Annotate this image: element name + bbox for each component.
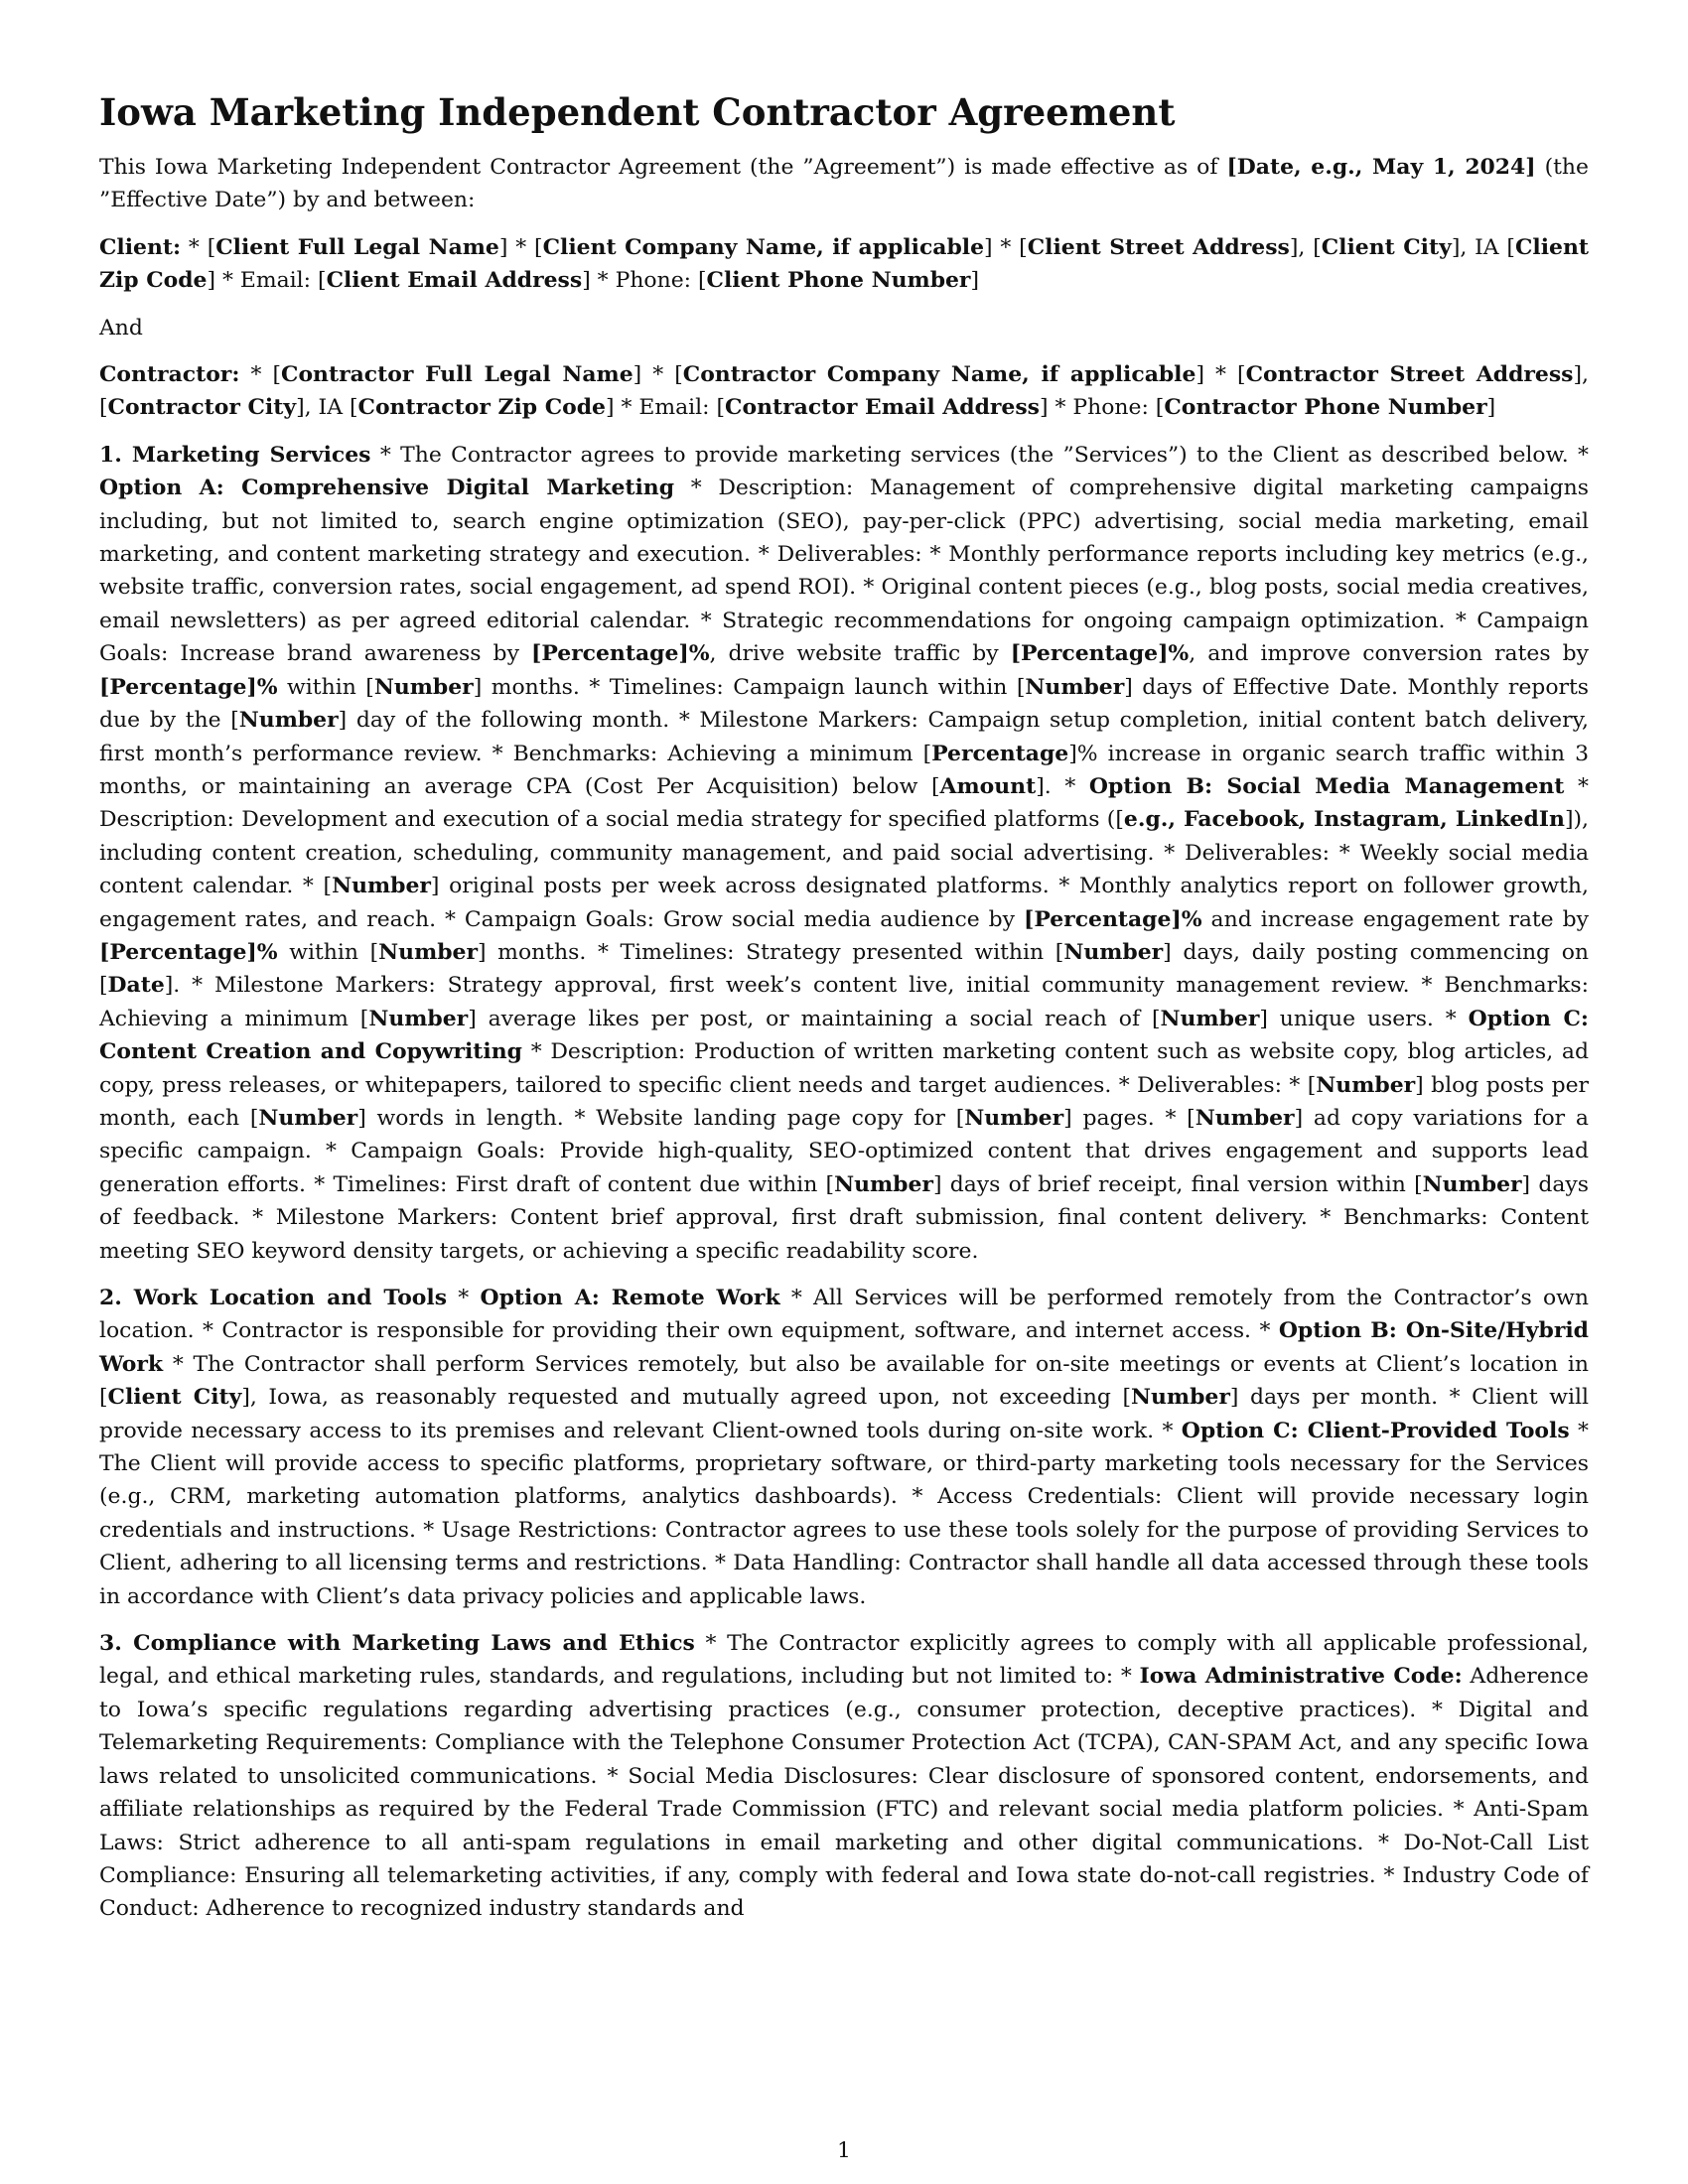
text-run: ] pages. * [ [1063, 1105, 1196, 1131]
bold-run: Number [834, 1170, 933, 1197]
bold-run: [Percentage]% [99, 673, 278, 700]
document-page [99, 87, 1589, 1940]
text-run: * [447, 1286, 481, 1310]
bold-run: Number [258, 1104, 358, 1131]
document-title: Iowa Marketing Independent Contractor Agreement [99, 90, 1176, 134]
text-run: * The Contractor agrees to provide marketing services (the ”Services”) to the Client as described below. * [370, 442, 1589, 468]
bold-run: Number [332, 873, 431, 899]
bold-run: Number [964, 1104, 1064, 1131]
text-run: * The Contractor shall perform Services remotely, but also be available for on-site meetings or events at Client’s location in [ [99, 1351, 1589, 1411]
bold-run: Percentage [931, 740, 1069, 766]
text-run: ] day of the following month. * Milestone Markers: Campaign setup completion, initial content batch delivery, first month’s performance review. * Benchmarks: Achieving a minimum [ [99, 708, 1589, 766]
client-block [99, 231, 1589, 298]
bold-run: Number [368, 1005, 469, 1031]
bold-run: Client Email Address [326, 267, 583, 294]
bold-run: Number [238, 707, 339, 734]
text-run: within [ [277, 674, 374, 700]
bold-run: Contractor City [107, 394, 297, 421]
bold-run: Number [1316, 1071, 1416, 1098]
text-run: And [99, 315, 143, 341]
contractor-block [99, 358, 1589, 425]
text-run: ], [ [99, 362, 1589, 421]
bold-run: Option B: On-Site/Hybrid Work [99, 1317, 1589, 1377]
text-run: ] days of brief receipt, final version within [ [932, 1171, 1423, 1197]
text-run: ] * Phone: [ [582, 268, 707, 294]
document-body [99, 151, 1589, 1926]
text-run: ] * Email: [ [605, 395, 726, 421]
text-run: ] days, daily posting commencing on [ [99, 939, 1589, 999]
bold-run: Client Zip Code [99, 233, 1589, 294]
bold-run: [Percentage]% [1010, 640, 1190, 667]
text-run: * Description: Management of comprehensive digital marketing campaigns including, but not limited to, search engine optimization (SEO), pay-per-click (PPC) advertising, social media marketing, email marketing, and content marketing strategy and execution. * Deliverables: * Monthly performance reports including key metrics (e.g., website traffic, conversion rates, social engagement, ad spend ROI). * Original content pieces (e.g., blog posts, social media creatives, email newsletters) as per agreed editorial calendar. * Strategic recommendations for ongoing campaign optimization. * Campaign Goals: Increase brand awareness by [99, 476, 1589, 667]
text-run: ] * [ [633, 362, 683, 388]
text-run: ]), including content creation, scheduling, community management, and paid social advertising. * Deliverables: * Weekly social media content calendar. * [ [99, 807, 1589, 899]
text-run: ] ad copy variations for a specific campaign. * Campaign Goals: Provide high-quality, SEO-optimized content that drives engagement and supports lead generation efforts. * Timelines: First draft of content due within [ [99, 1105, 1589, 1197]
text-run: ] original posts per week across designated platforms. * Monthly analytics report on follower growth, engagement rates, and reach. * Campaign Goals: Grow social media audience by [99, 874, 1589, 932]
section-1-marketing-services [99, 439, 1589, 1268]
text-run: ] days of feedback. * Milestone Markers: Content brief approval, first draft submission, final content delivery. * Benchmarks: Content meeting SEO keyword density targets, or achieving a specific readability score. [99, 1171, 1589, 1264]
text-run: * The Client will provide access to specific platforms, proprietary software, or third-party marketing tools necessary for the Services (e.g., CRM, marketing automation platforms, analytics dashboards). * Access Credentials: Client will provide necessary login credentials and instructions. * Usage Restrictions: Contractor agrees to use these tools solely for the purpose of providing Services to Client, adhering to all licensing terms and restrictions. * Data Handling: Contractor shall handle all data accessed through these tools in accordance with Client’s data privacy policies and applicable laws. [99, 1418, 1589, 1609]
text-run: ] unique users. * [1259, 1006, 1469, 1031]
text-run: ] days of Effective Date. Monthly reports due by the [ [99, 674, 1589, 734]
bold-run: Amount [939, 772, 1037, 799]
section-2-work-location [99, 1282, 1589, 1613]
bold-run: Number [1063, 938, 1164, 965]
text-run: * The Contractor explicitly agrees to comply with all applicable professional, legal, and ethical marketing rules, standards, and regulations, including but not limited to: * [99, 1631, 1589, 1690]
text-run: * [ [181, 234, 216, 260]
text-run: ] * [ [1196, 362, 1246, 388]
text-run: * Description: Production of written marketing content such as website copy, blog articles, ad copy, press releases, or whitepapers, tailored to specific client needs and target audiences. * Deliverables: * [ [99, 1039, 1589, 1098]
bold-run: 2. Work Location and Tools [99, 1285, 448, 1310]
and-separator [99, 312, 1589, 344]
bold-run: Contractor Full Legal Name [281, 361, 633, 388]
bold-run: Number [373, 673, 474, 700]
bold-run: Contractor Company Name, if applicable [682, 361, 1196, 388]
bold-run: Contractor Zip Code [357, 394, 606, 421]
text-run: This Iowa Marketing Independent Contractor Agreement (the ”Agreement”) is made effective as of [99, 155, 1227, 180]
bold-run: Contractor Email Address [725, 394, 1041, 421]
text-run: ] * Phone: [ [1040, 395, 1165, 421]
bold-run: 3. Compliance with Marketing Laws and Ethics [99, 1630, 695, 1657]
bold-run: Number [1025, 673, 1125, 700]
page-number: 1 [837, 2138, 851, 2163]
bold-run: [Date, e.g., May 1, 2024] [1226, 154, 1536, 180]
bold-run: Option B: Social Media Management [1088, 772, 1565, 799]
bold-run: Client Phone Number [706, 267, 971, 294]
bold-run: 1. Marketing Services [99, 441, 371, 468]
text-run: ] months. * Timelines: Campaign launch within [ [473, 674, 1026, 700]
intro-paragraph [99, 151, 1589, 217]
text-run: * [ [239, 362, 282, 388]
text-run: ] * Email: [ [207, 268, 327, 294]
text-run: (the ”Effective Date”) by and between: [99, 155, 1589, 213]
text-run: ]. * [1036, 773, 1089, 799]
text-run: * Description: Development and execution of a social media strategy for specified platforms ([ [99, 773, 1589, 833]
bold-run: Contractor: [99, 361, 240, 388]
bold-run: [Percentage]% [99, 938, 278, 965]
text-run: ], IA [ [1451, 234, 1515, 260]
bold-run: Option C: Content Creation and Copywriting [99, 1005, 1589, 1065]
text-run: Adherence to Iowa’s specific regulations regarding advertising practices (e.g., consumer protection, deceptive practices). * Digital and Telemarketing Requirements: Compliance with the Telephone Consumer Protection Act (TCPA), CAN-SPAM Act, and any specific Iowa laws related to unsolicited communications. * Social Media Disclosures: Clear disclosure of sponsored content, endorsements, and affiliate relationships as required by the Federal Trade Commission (FTC) and relevant social media platform policies. * Anti-Spam Laws: Strict adherence to all anti-spam regulations in email marketing and other digital communications. * Do-Not-Call List Compliance: Ensuring all telemarketing activities, if any, comply with federal and Iowa state do-not-call registries. * Industry Code of Conduct: Adherence to recognized industry standards and [99, 1664, 1589, 1922]
text-run: * All Services will be performed remotely from the Contractor’s own location. * Contractor is responsible for providing their own equipment, software, and internet access. * [99, 1286, 1589, 1344]
bold-run: Contractor Phone Number [1164, 394, 1487, 421]
bold-run: Client City [107, 1384, 242, 1411]
bold-run: Option A: Comprehensive Digital Marketing [99, 475, 675, 501]
section-3-compliance [99, 1627, 1589, 1926]
text-run: ] * [ [984, 234, 1028, 260]
text-run: ] * [ [498, 234, 543, 260]
text-run: , and improve conversion rates by [1189, 641, 1590, 667]
text-run: ] average likes per post, or maintaining a social reach of [ [468, 1006, 1161, 1031]
text-run: and increase engagement rate by [1201, 906, 1589, 932]
bold-run: Iowa Administrative Code: [1139, 1663, 1463, 1690]
bold-run: Option A: Remote Work [480, 1285, 780, 1310]
text-run: ] words in length. * Website landing page copy for [ [357, 1105, 965, 1131]
bold-run: [Percentage]% [1024, 905, 1202, 932]
text-run: ] [1486, 395, 1496, 421]
bold-run: Contractor Street Address [1245, 361, 1574, 388]
bold-run: Number [378, 938, 478, 965]
text-run: ], IA [ [296, 395, 358, 421]
text-run: , drive website traffic by [709, 641, 1011, 667]
text-run: within [ [277, 939, 379, 965]
bold-run: Option C: Client-Provided Tools [1181, 1417, 1570, 1443]
bold-run: Client Street Address [1027, 233, 1290, 260]
bold-run: Number [1160, 1005, 1260, 1031]
bold-run: e.g., Facebook, Instagram, LinkedIn [1123, 806, 1565, 833]
text-run: ]% increase in organic search traffic within 3 months, or maintaining an average CPA (Cost Per Acquisition) below [ [99, 741, 1589, 799]
bold-run: Number [1131, 1384, 1230, 1411]
text-run: ] months. * Timelines: Strategy presented within [ [478, 939, 1064, 965]
text-run: ] days per month. * Client will provide necessary access to its premises and relevant Client-owned tools during on-site work. * [99, 1385, 1589, 1443]
text-run: ]. * Milestone Markers: Strategy approval, first week’s content live, initial community management review. * Benchmarks: Achieving a minimum [ [99, 973, 1589, 1031]
text-run: ], Iowa, as reasonably requested and mutually agreed upon, not exceeding [ [241, 1385, 1131, 1411]
bold-run: Client City [1321, 233, 1452, 260]
text-run: ] [970, 268, 980, 294]
bold-run: Number [1195, 1104, 1295, 1131]
bold-run: [Percentage]% [530, 640, 710, 667]
bold-run: Date [107, 972, 165, 999]
bold-run: Client: [99, 233, 182, 260]
bold-run: Number [1422, 1170, 1522, 1197]
text-run: ], [ [1289, 234, 1322, 260]
bold-run: Client Company Name, if applicable [542, 233, 985, 260]
bold-run: Client Full Legal Name [215, 233, 499, 260]
text-run: ] blog posts per month, each [ [99, 1072, 1589, 1131]
